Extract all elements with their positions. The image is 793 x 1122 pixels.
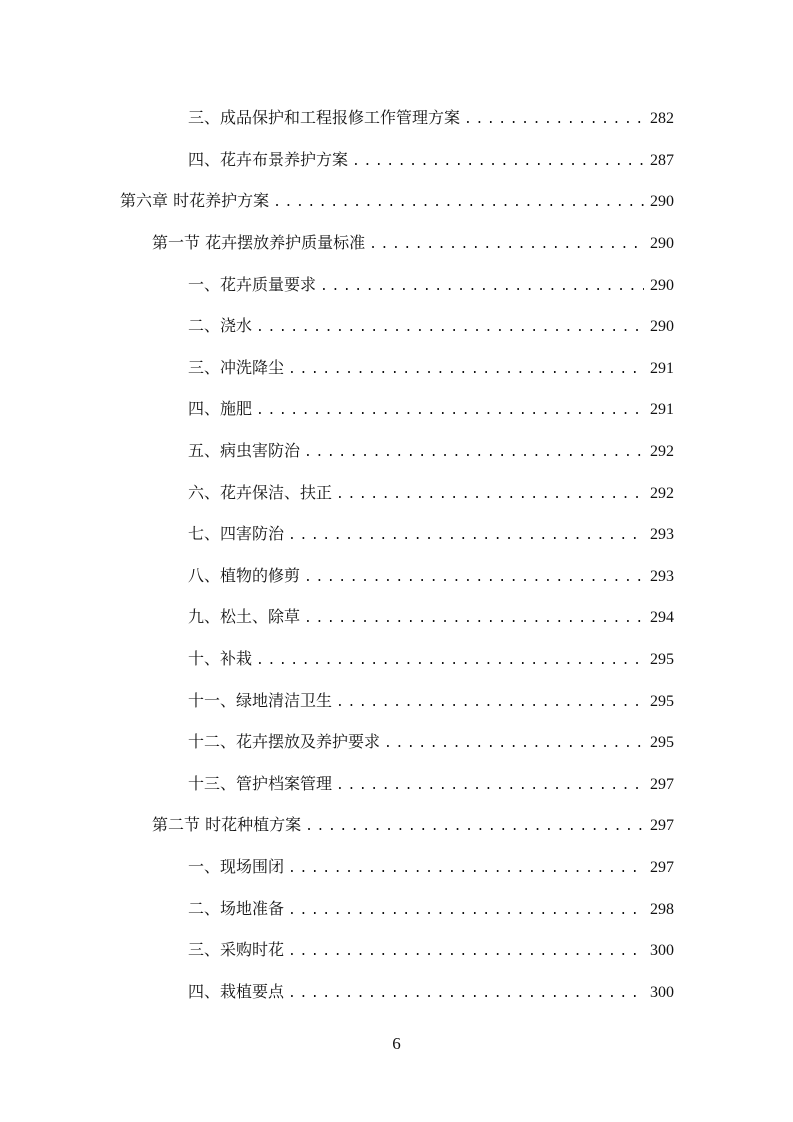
toc-entry-page: 295 (650, 651, 674, 669)
toc-entry[interactable] (0, 96, 793, 138)
toc-entry[interactable] (0, 637, 793, 679)
toc-entry[interactable] (0, 554, 793, 596)
toc-entry-page: 300 (650, 983, 674, 1001)
toc-entry-title: 第六章 时花养护方案 (120, 191, 270, 211)
page-number: 6 (392, 1034, 401, 1053)
toc-entry-page: 293 (650, 567, 674, 585)
toc-entry-title: 七、四害防治 (188, 524, 285, 544)
toc-entry-page: 292 (650, 484, 674, 502)
toc-entry[interactable] (0, 595, 793, 637)
toc-leader-dots (305, 819, 644, 834)
toc-entry-title: 第二节 时花种植方案 (152, 815, 302, 835)
toc-leader-dots (288, 861, 644, 876)
toc-entry-title: 十、补栽 (188, 649, 253, 669)
toc-entry[interactable] (0, 762, 793, 804)
toc-leader-dots (336, 487, 644, 502)
toc-leader-dots (304, 445, 644, 460)
toc-entry-chapter[interactable] (0, 179, 793, 221)
toc-leader-dots (336, 695, 644, 710)
toc-entry[interactable] (0, 512, 793, 554)
toc-leader-dots (352, 154, 644, 169)
toc-entry-page: 297 (650, 817, 674, 835)
toc-entry-title: 四、栽植要点 (188, 981, 285, 1001)
toc-entry-page: 290 (650, 276, 674, 294)
toc-leader-dots (288, 362, 644, 377)
toc-entry-title: 一、现场围闭 (188, 856, 285, 876)
toc-leader-dots (320, 279, 644, 294)
toc-leader-dots (256, 403, 644, 418)
toc-entry-page: 295 (650, 692, 674, 710)
toc-leader-dots (256, 320, 644, 335)
toc-entry[interactable] (0, 969, 793, 1011)
toc-entry-page: 292 (650, 443, 674, 461)
toc-entry-title: 四、施肥 (188, 399, 253, 419)
toc-entry[interactable] (0, 346, 793, 388)
toc-entry-title: 九、松土、除草 (188, 607, 301, 627)
toc-leader-dots (288, 944, 644, 959)
toc-entry-title: 三、成品保护和工程报修工作管理方案 (188, 108, 461, 128)
toc-entry[interactable] (0, 138, 793, 180)
toc-entry-title: 三、冲洗降尘 (188, 357, 285, 377)
toc-entry[interactable] (0, 928, 793, 970)
toc-entry[interactable] (0, 720, 793, 762)
toc-entry-title: 六、花卉保洁、扶正 (188, 482, 333, 502)
toc-leader-dots (384, 736, 644, 751)
toc-entry-title: 十三、管护档案管理 (188, 773, 333, 793)
toc-entry-page: 300 (650, 942, 674, 960)
toc-entry-page: 294 (650, 609, 674, 627)
toc-entry[interactable] (0, 429, 793, 471)
toc-entry-title: 一、花卉质量要求 (188, 274, 317, 294)
toc-entry-section[interactable] (0, 221, 793, 263)
toc-entry[interactable] (0, 678, 793, 720)
toc-entry-title: 十一、绿地清洁卫生 (188, 690, 333, 710)
toc-entry-title: 四、花卉布景养护方案 (188, 149, 349, 169)
toc-entry-page: 290 (650, 318, 674, 336)
toc-entry-title: 十二、花卉摆放及养护要求 (188, 732, 381, 752)
table-of-contents (0, 96, 793, 1011)
toc-entry-section[interactable] (0, 803, 793, 845)
toc-entry[interactable] (0, 886, 793, 928)
toc-entry[interactable] (0, 262, 793, 304)
toc-entry[interactable] (0, 304, 793, 346)
toc-leader-dots (288, 986, 644, 1001)
toc-entry-title: 八、植物的修剪 (188, 565, 301, 585)
toc-leader-dots (369, 237, 644, 252)
toc-entry-page: 293 (650, 526, 674, 544)
toc-entry[interactable] (0, 470, 793, 512)
toc-entry-title: 二、场地准备 (188, 898, 285, 918)
toc-entry-page: 291 (650, 359, 674, 377)
toc-entry[interactable] (0, 387, 793, 429)
toc-leader-dots (288, 903, 644, 918)
toc-entry[interactable] (0, 845, 793, 887)
toc-entry-title: 第一节 花卉摆放养护质量标准 (152, 233, 366, 253)
toc-leader-dots (304, 570, 644, 585)
toc-entry-page: 290 (650, 235, 674, 253)
toc-entry-page: 290 (650, 193, 674, 211)
toc-leader-dots (273, 195, 644, 210)
toc-leader-dots (288, 528, 644, 543)
toc-entry-title: 五、病虫害防治 (188, 441, 301, 461)
toc-entry-page: 297 (650, 775, 674, 793)
toc-entry-page: 295 (650, 734, 674, 752)
toc-leader-dots (336, 778, 644, 793)
toc-entry-page: 298 (650, 900, 674, 918)
toc-entry-page: 282 (650, 110, 674, 128)
toc-entry-title: 三、采购时花 (188, 940, 285, 960)
toc-leader-dots (304, 611, 644, 626)
toc-entry-title: 二、浇水 (188, 316, 253, 336)
toc-entry-page: 287 (650, 151, 674, 169)
toc-entry-page: 291 (650, 401, 674, 419)
toc-leader-dots (464, 112, 644, 127)
toc-entry-page: 297 (650, 858, 674, 876)
toc-leader-dots (256, 653, 644, 668)
